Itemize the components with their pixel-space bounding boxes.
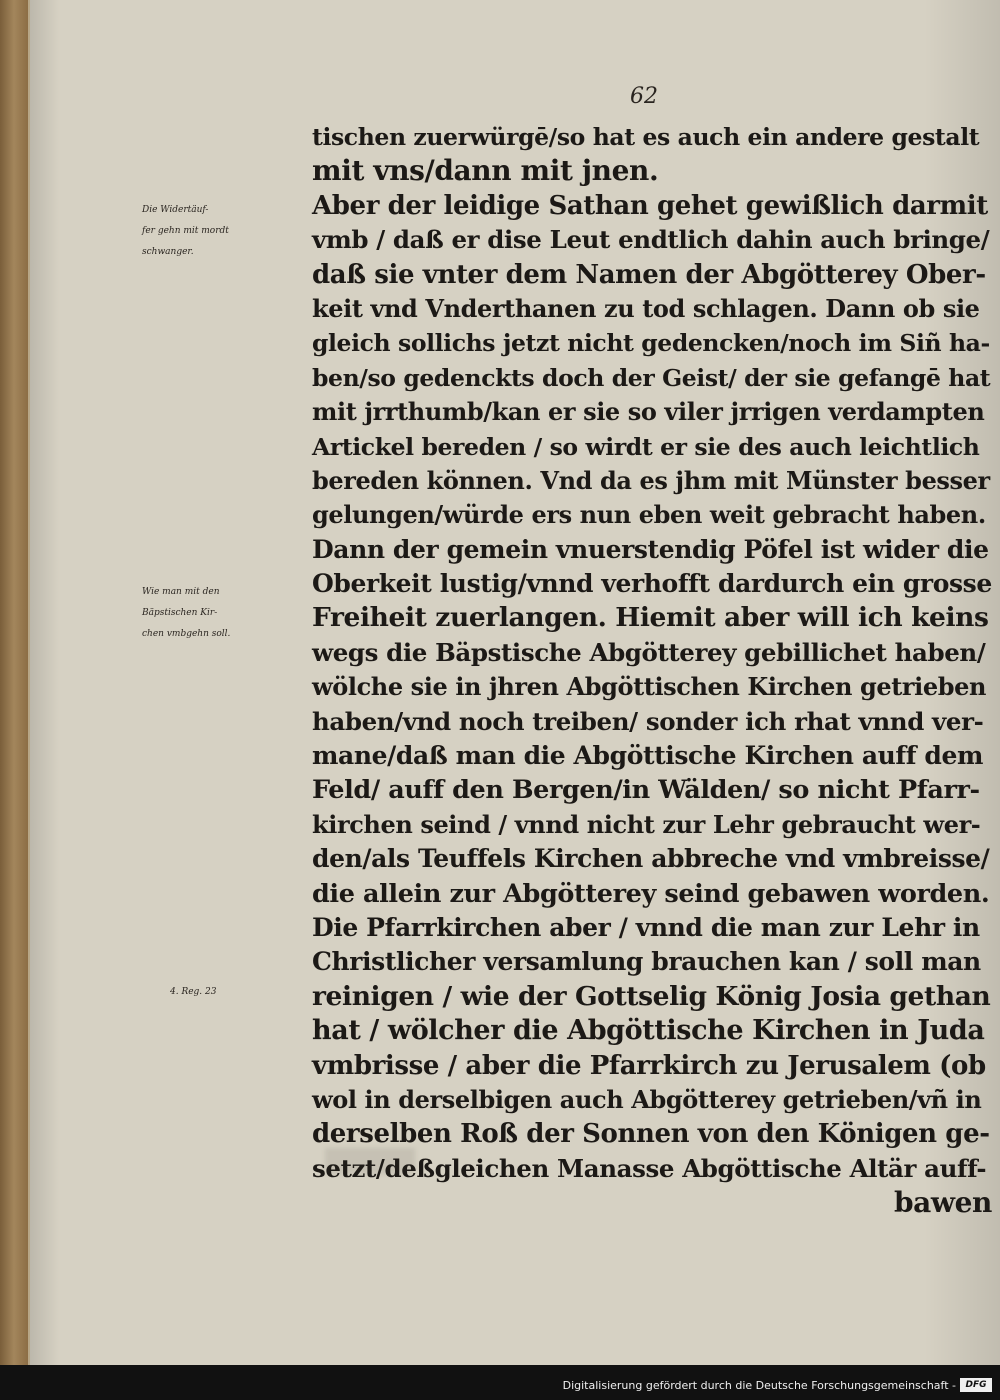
catchword: bawen <box>894 1186 992 1220</box>
text-line: gelungen/würde ers nun eben weit gebracht haben. <box>312 500 986 530</box>
marginal-note <box>142 582 312 645</box>
marginal-line: Bäpstischen Kir- <box>142 608 218 618</box>
text-line: ben/so gedenckts doch der Geist/ der sie gefangē hat <box>312 363 991 392</box>
page-number: 62 <box>630 84 658 109</box>
text-line: Feld/ auff den Bergen/in Wälden/ so nicht Pfarr- <box>312 775 980 806</box>
main-text-block <box>312 120 992 1221</box>
text-line: wol in derselbigen auch Abgötterey getrieben/vñ in <box>312 1084 982 1114</box>
text-line: hat / wölcher die Abgöttische Kirchen in Juda <box>312 1015 985 1047</box>
text-line: Freiheit zuerlangen. Hiemit aber will ich keins <box>312 602 989 634</box>
text-line: haben/vnd noch treiben/ sonder ich rhat vnnd ver- <box>312 706 984 736</box>
text-line: vmb / daß er dise Leut endtlich dahin auch bringe/ <box>312 225 990 255</box>
text-line: Artickel bereden / so wirdt er sie des auch leichtlich <box>312 432 980 461</box>
text-line: wölche sie in jhren Abgöttischen Kirchen getrieben <box>312 672 987 702</box>
marginal-note <box>142 200 312 263</box>
text-line: keit vnd Vnderthanen zu tod schlagen. Dann ob sie <box>312 293 980 323</box>
text-line: gleich sollichs jetzt nicht gedencken/noch im Siñ ha- <box>312 329 990 358</box>
scanned-page <box>28 0 1000 1365</box>
marginal-line: Die Widertäuf- <box>142 205 209 215</box>
dfg-logo-icon: DFG <box>960 1378 992 1392</box>
text-line: mit vns/dann mit jnen. <box>312 154 659 188</box>
text-line: Die Pfarrkirchen aber / vnnd die man zur Lehr in <box>312 912 980 942</box>
footer-credit: Digitalisierung gefördert durch die Deutsche Forschungsgemeinschaft - <box>562 1379 956 1392</box>
text-line: Christlicher versamlung brauchen kan / soll man <box>312 947 981 977</box>
text-line: setzt/deßgleichen Manasse Abgöttische Altär auff- <box>312 1153 987 1183</box>
marginal-line: 4. Reg. 23 <box>170 987 217 997</box>
marginal-line: chen vmbgehn soll. <box>142 629 231 639</box>
text-line: Dann der gemein vnuerstendig Pöfel ist wider die <box>312 534 989 564</box>
bleed-through-mark <box>325 1148 415 1174</box>
marginal-line: schwanger. <box>142 247 194 257</box>
text-line: Aber der leidige Sathan gehet gewißlich darmit <box>312 190 988 221</box>
text-line: tischen zuerwürgē/so hat es auch ein andere gestalt <box>312 123 980 151</box>
text-line: Oberkeit lustig/vnnd verhofft dardurch ein grosse <box>312 569 992 599</box>
text-line: wegs die Bäpstische Abgötterey gebillichet haben/ <box>312 637 986 667</box>
text-line: den/als Teuffels Kirchen abbreche vnd vmbreisse/ <box>312 844 990 874</box>
text-line: mit jrrthumb/kan er sie so viler jrrigen verdampten <box>312 397 985 427</box>
text-line: derselben Roß der Sonnen von den Königen ge- <box>312 1119 990 1150</box>
text-line: kirchen seind / vnnd nicht zur Lehr gebraucht wer- <box>312 809 981 839</box>
text-line: mane/daß man die Abgöttische Kirchen auff dem <box>312 741 984 771</box>
text-line: die allein zur Abgötterey seind gebawen worden. <box>312 878 990 909</box>
text-line: bereden können. Vnd da es jhm mit Münster besser <box>312 465 990 495</box>
text-line: vmbrisse / aber die Pfarrkirch zu Jerusalem (ob <box>312 1050 986 1081</box>
text-line: daß sie vnter dem Namen der Abgötterey Ober- <box>312 259 986 290</box>
marginal-line: fer gehn mit mordt <box>142 226 229 236</box>
text-line: reinigen / wie der Gottselig König Josia gethan <box>312 980 991 1012</box>
marginal-line: Wie man mit den <box>142 587 220 597</box>
